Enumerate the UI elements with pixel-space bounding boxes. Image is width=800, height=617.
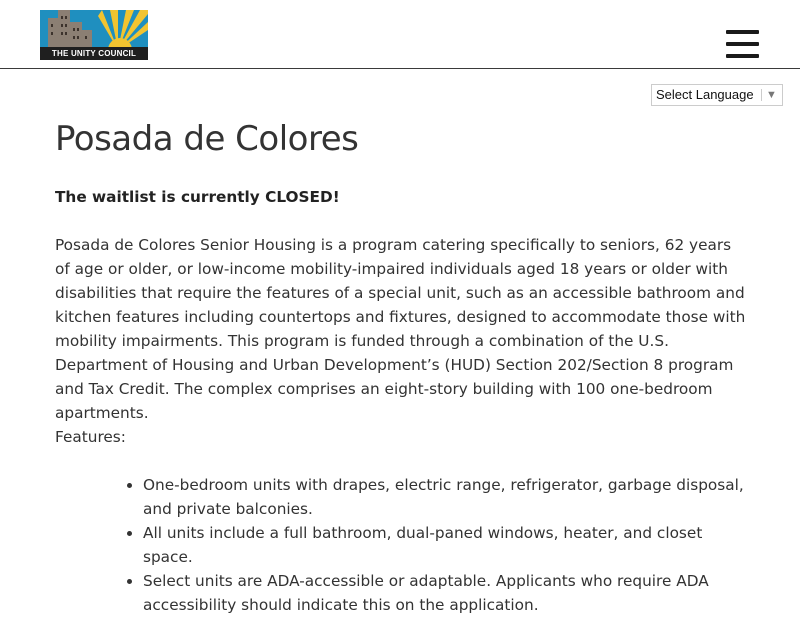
waitlist-status: The waitlist is currently CLOSED!: [55, 188, 340, 206]
hamburger-menu-icon-bar: [726, 54, 759, 58]
language-select-label: Select Language: [656, 87, 754, 102]
features-list: [55, 473, 750, 617]
logo-text: THE UNITY COUNCIL: [40, 47, 148, 60]
unity-council-logo[interactable]: [40, 10, 148, 60]
feature-item: • Select units are ADA-accessible or adaptable. Applicants who require ADA accessibility should indicate this on the application.: [143, 569, 750, 617]
program-description: Posada de Colores Senior Housing is a program catering specifically to seniors, 62 years of age or older, or low-income mobility-impaired individuals aged 18 years or older with disabilities that require the features of a special unit, such as an accessible bathroom and kitchen features including countertops and fixtures, designed to accommodate those with mobility impairments. This program is funded through a combination of the U.S. Department of Housing and Urban Development’s (HUD) Section 202/Section 8 program and Tax Credit. The complex comprises an eight-story building with 100 one-bedroom apartments.: [55, 236, 746, 422]
logo-skyline-icon: [40, 10, 148, 50]
feature-item: • One-bedroom units with drapes, electric range, refrigerator, garbage disposal, and private balconies.: [143, 473, 750, 521]
language-select-divider: [761, 89, 762, 101]
hamburger-menu-icon-bar: [726, 42, 759, 46]
features-heading: Features:: [55, 428, 126, 446]
page-title: Posada de Colores: [55, 119, 359, 159]
site-header: [0, 0, 800, 69]
hamburger-menu-icon: [726, 30, 759, 34]
hamburger-menu-button[interactable]: [726, 28, 760, 60]
chevron-down-icon: ▼: [766, 89, 777, 101]
feature-item: • All units include a full bathroom, dual-paned windows, heater, and closet space.: [143, 521, 750, 569]
language-select[interactable]: [651, 84, 783, 106]
